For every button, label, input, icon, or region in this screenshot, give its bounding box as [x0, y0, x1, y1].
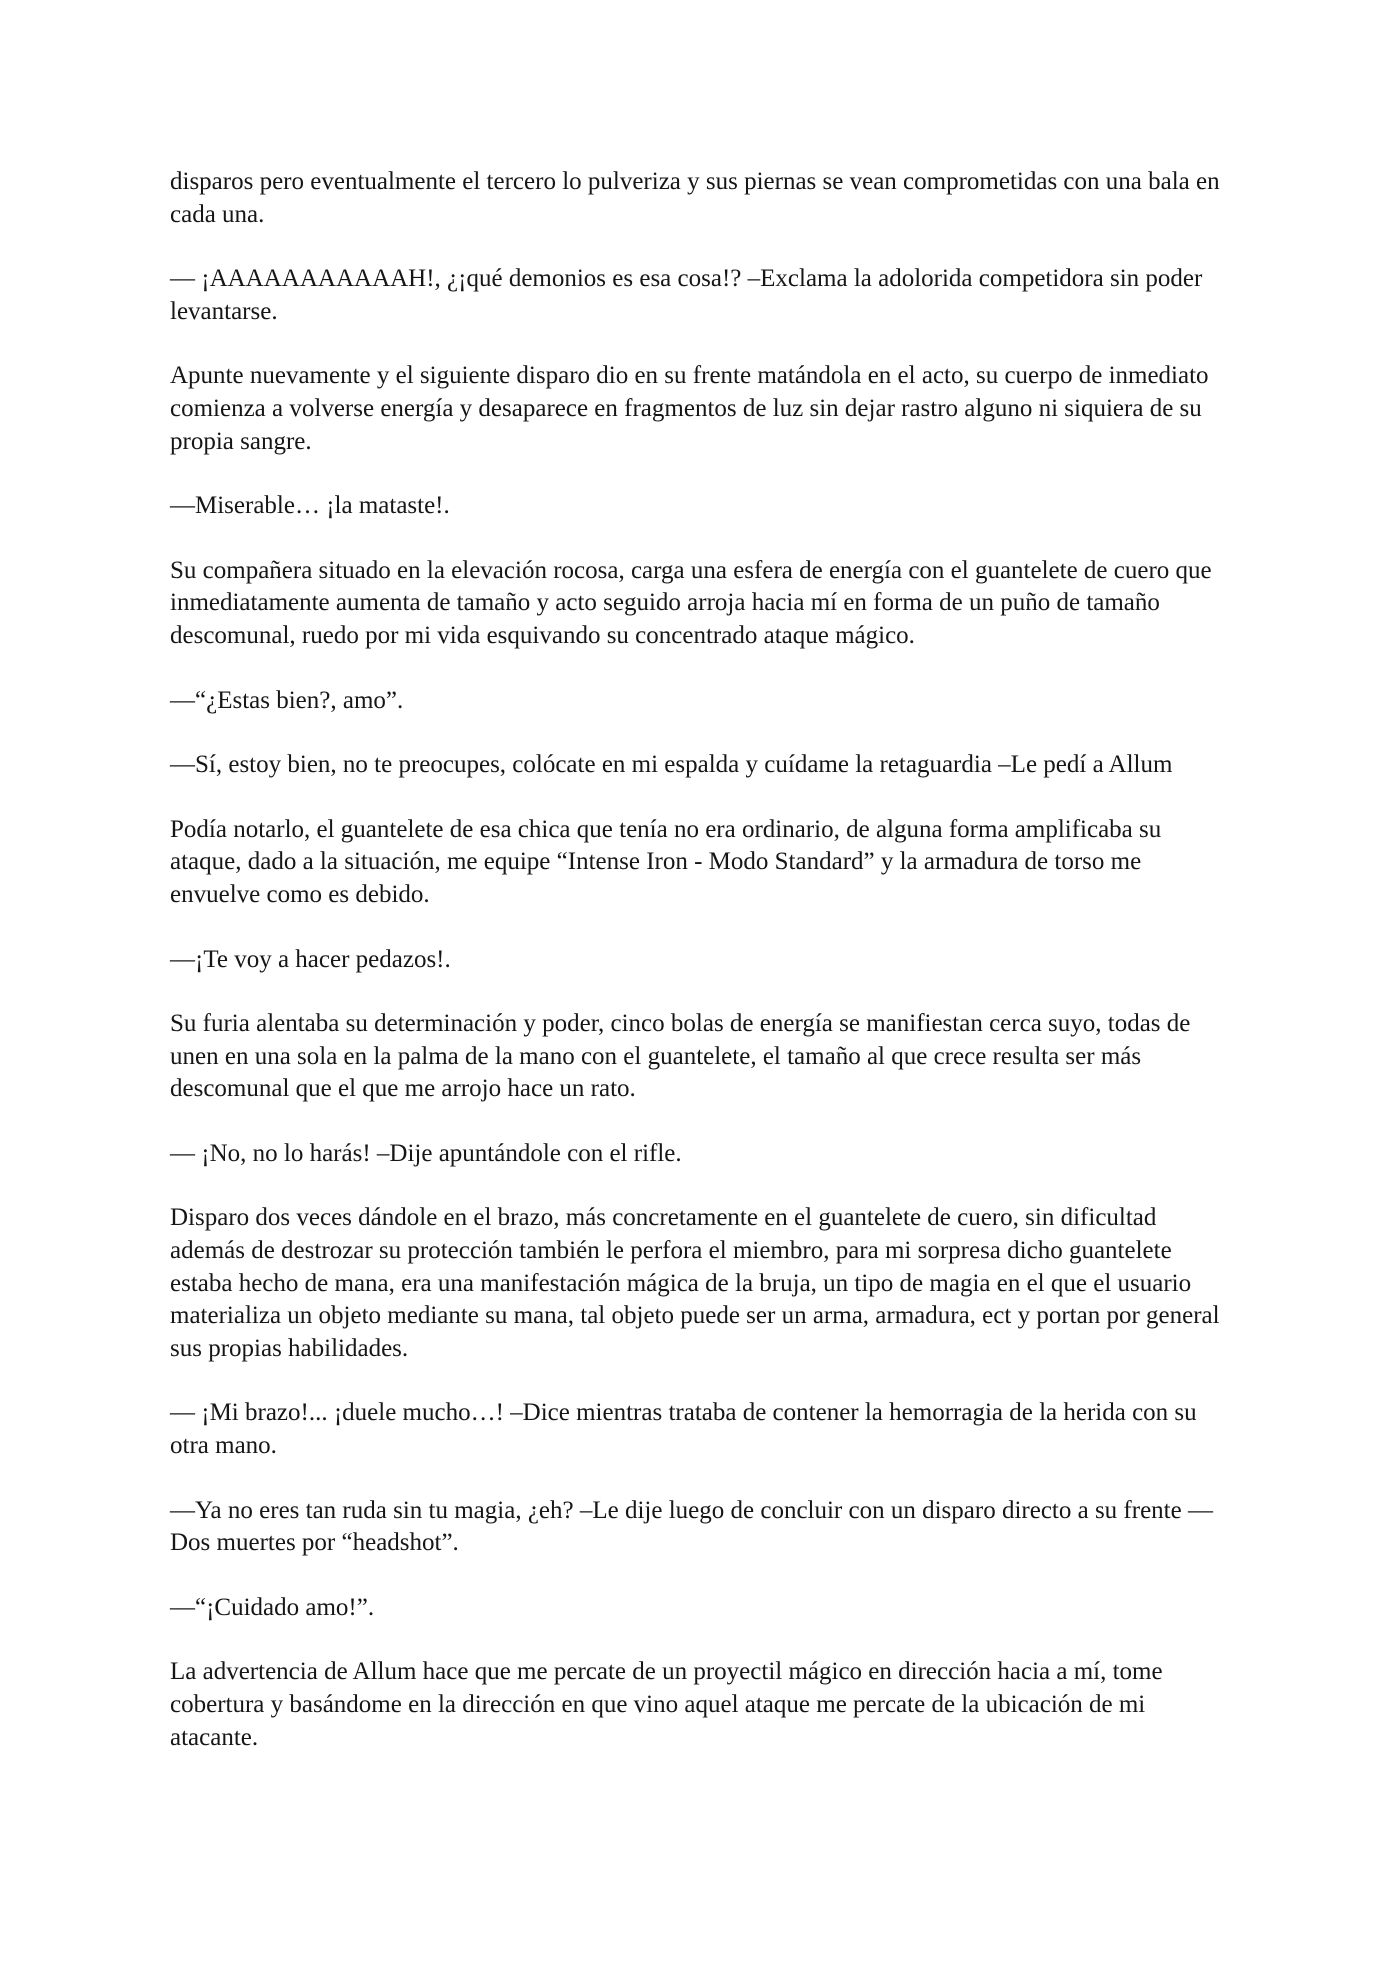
paragraph: La advertencia de Allum hace que me percate de un proyectil mágico en dirección hacia a mí, tome cobertura y basándome en la dirección en que vino aquel ataque me percate de la ubicación de mi atacante.	[170, 1658, 1163, 1751]
paragraph: — ¡No, no lo harás! –Dije apuntándole con el rifle.	[170, 1139, 682, 1167]
paragraph: —“¡Cuidado amo!”.	[170, 1593, 375, 1621]
paragraph: —Miserable… ¡la mataste!.	[170, 492, 450, 520]
document-body	[170, 166, 1235, 1754]
paragraph: Apunte nuevamente y el siguiente disparo dio en su frente matándola en el acto, su cuerpo de inmediato comienza a volverse energía y desaparece en fragmentos de luz sin dejar rastro alguno ni siquiera de su propia sangre.	[170, 362, 1209, 455]
paragraph: —¡Te voy a hacer pedazos!.	[170, 945, 451, 973]
paragraph: disparos pero eventualmente el tercero lo pulveriza y sus piernas se vean comprometidas con una bala en cada una.	[170, 168, 1220, 228]
paragraph: Disparo dos veces dándole en el brazo, más concretamente en el guantelete de cuero, sin dificultad además de destrozar su protección también le perfora el miembro, para mi sorpresa dicho guantelete estaba hecho de mana, era una manifestación mágica de la bruja, un tipo de magia en el que el usuario materializa un objeto mediante su mana, tal objeto puede ser un arma, armadura, ect y portan por general sus propias habilidades.	[170, 1204, 1220, 1362]
paragraph: —Ya no eres tan ruda sin tu magia, ¿eh? –Le dije luego de concluir con un disparo directo a su frente —Dos muertes por “headshot”.	[170, 1496, 1213, 1557]
paragraph: — ¡AAAAAAAAAAAH!, ¿¡qué demonios es esa cosa!? –Exclama la adolorida competidora sin poder levantarse.	[170, 265, 1203, 325]
paragraph: Su compañera situado en la elevación rocosa, carga una esfera de energía con el guantelete de cuero que inmediatamente aumenta de tamaño y acto seguido arroja hacia mí en forma de un puño de tamaño descomunal, ruedo por mi vida esquivando su concentrado ataque mágico.	[170, 556, 1212, 649]
paragraph: Su furia alentaba su determinación y poder, cinco bolas de energía se manifiestan cerca suyo, todas de unen en una sola en la palma de la mano con el guantelete, el tamaño al que crece resulta ser más descomunal que el que me arrojo hace un rato.	[170, 1010, 1191, 1103]
paragraph: — ¡Mi brazo!... ¡duele mucho…! –Dice mientras trataba de contener la hemorragia de la herida con su otra mano.	[170, 1399, 1197, 1460]
paragraph: —Sí, estoy bien, no te preocupes, colócate en mi espalda y cuídame la retaguardia –Le pedí a Allum	[170, 751, 1173, 779]
paragraph: —“¿Estas bien?, amo”.	[170, 686, 404, 714]
paragraph: Podía notarlo, el guantelete de esa chica que tenía no era ordinario, de alguna forma amplificaba su ataque, dado a la situación, me equipe “Intense Iron - Modo Standard” y la armadura de torso me envuelve como es debido.	[170, 815, 1162, 908]
